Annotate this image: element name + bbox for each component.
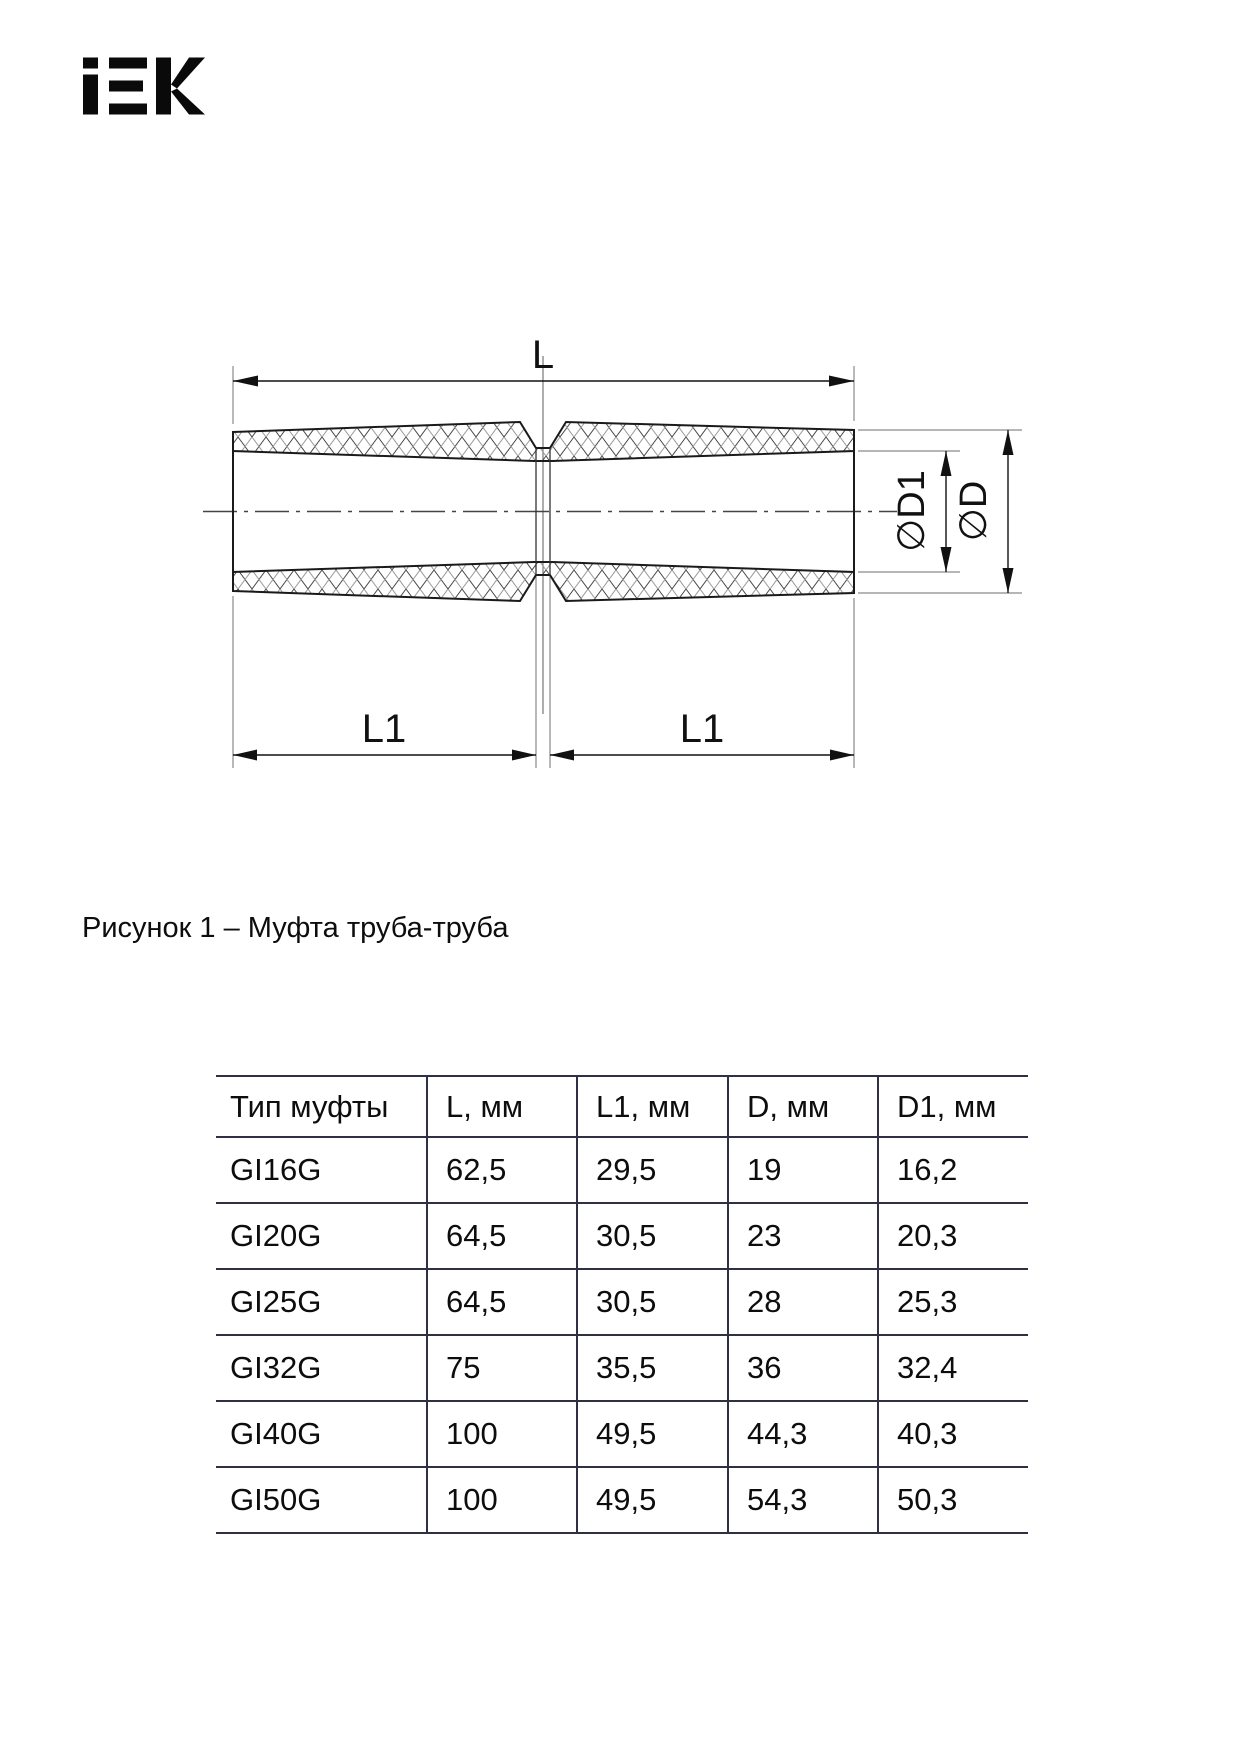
table-cell: 19: [727, 1138, 877, 1202]
table-cell-type: GI16G: [230, 1152, 322, 1187]
dimension-L1-left-label: L1: [361, 707, 407, 751]
table-row: [216, 1400, 1028, 1466]
arrowhead-left: [550, 750, 574, 761]
arrowhead-left: [233, 376, 258, 387]
table-cell: 23: [727, 1204, 877, 1268]
coupling-technical-drawing: [0, 0, 1243, 860]
table-row: [216, 1202, 1028, 1268]
table-cell: 25,3: [877, 1270, 1028, 1334]
arrowhead-up: [941, 451, 952, 476]
dimension-D1-label: ∅D1: [891, 470, 933, 552]
arrowhead-down: [1003, 568, 1014, 593]
dimension-L1-right: [550, 707, 854, 761]
table-cell: 16,2: [877, 1138, 1028, 1202]
table-cell: 36: [727, 1336, 877, 1400]
table-cell: 49,5: [576, 1402, 727, 1466]
dimensions-table: [216, 1075, 1028, 1534]
table-header-row: [216, 1075, 1028, 1136]
arrowhead-right: [830, 750, 854, 761]
table-cell: 54,3: [727, 1468, 877, 1532]
arrowhead-left: [233, 750, 257, 761]
arrowhead-down: [941, 547, 952, 572]
column-header: Тип муфты: [230, 1088, 389, 1124]
figure-caption: Рисунок 1 – Муфта труба-труба: [82, 912, 509, 944]
table-row: [216, 1334, 1028, 1400]
table-cell: 100: [426, 1402, 576, 1466]
table-row: [216, 1466, 1028, 1534]
column-header: L, мм: [426, 1077, 576, 1136]
table-cell: 29,5: [576, 1138, 727, 1202]
table-row: [216, 1136, 1028, 1202]
table-cell: 30,5: [576, 1270, 727, 1334]
table-row: [216, 1268, 1028, 1334]
table-cell: 40,3: [877, 1402, 1028, 1466]
table-cell: 75: [426, 1336, 576, 1400]
table-cell-type: GI25G: [230, 1284, 322, 1319]
table-cell-type: GI32G: [230, 1350, 322, 1385]
extension-lines: [233, 356, 1022, 768]
arrowhead-up: [1003, 430, 1014, 455]
table-cell: 30,5: [576, 1204, 727, 1268]
table-cell: 32,4: [877, 1336, 1028, 1400]
table-cell: 64,5: [426, 1204, 576, 1268]
dimension-L-label: L: [531, 333, 555, 377]
table-cell: 44,3: [727, 1402, 877, 1466]
table-cell: 100: [426, 1468, 576, 1532]
dimension-D-label: ∅D: [953, 480, 995, 542]
table-cell: 62,5: [426, 1138, 576, 1202]
table-cell: 35,5: [576, 1336, 727, 1400]
arrowhead-right: [829, 376, 854, 387]
table-cell-type: GI20G: [230, 1218, 322, 1253]
dimension-D1: [891, 451, 952, 572]
table-cell: 20,3: [877, 1204, 1028, 1268]
table-cell: 64,5: [426, 1270, 576, 1334]
column-header: D1, мм: [877, 1077, 1028, 1136]
table-cell-type: GI50G: [230, 1482, 322, 1517]
dimension-L1-left: [233, 707, 536, 761]
table-cell: 49,5: [576, 1468, 727, 1532]
column-header: D, мм: [727, 1077, 877, 1136]
column-header: L1, мм: [576, 1077, 727, 1136]
table-cell: 28: [727, 1270, 877, 1334]
table-cell-type: GI40G: [230, 1416, 322, 1451]
arrowhead-right: [512, 750, 536, 761]
dimension-D: [953, 430, 1014, 593]
table-cell: 50,3: [877, 1468, 1028, 1532]
dimension-L1-right-label: L1: [679, 707, 725, 751]
